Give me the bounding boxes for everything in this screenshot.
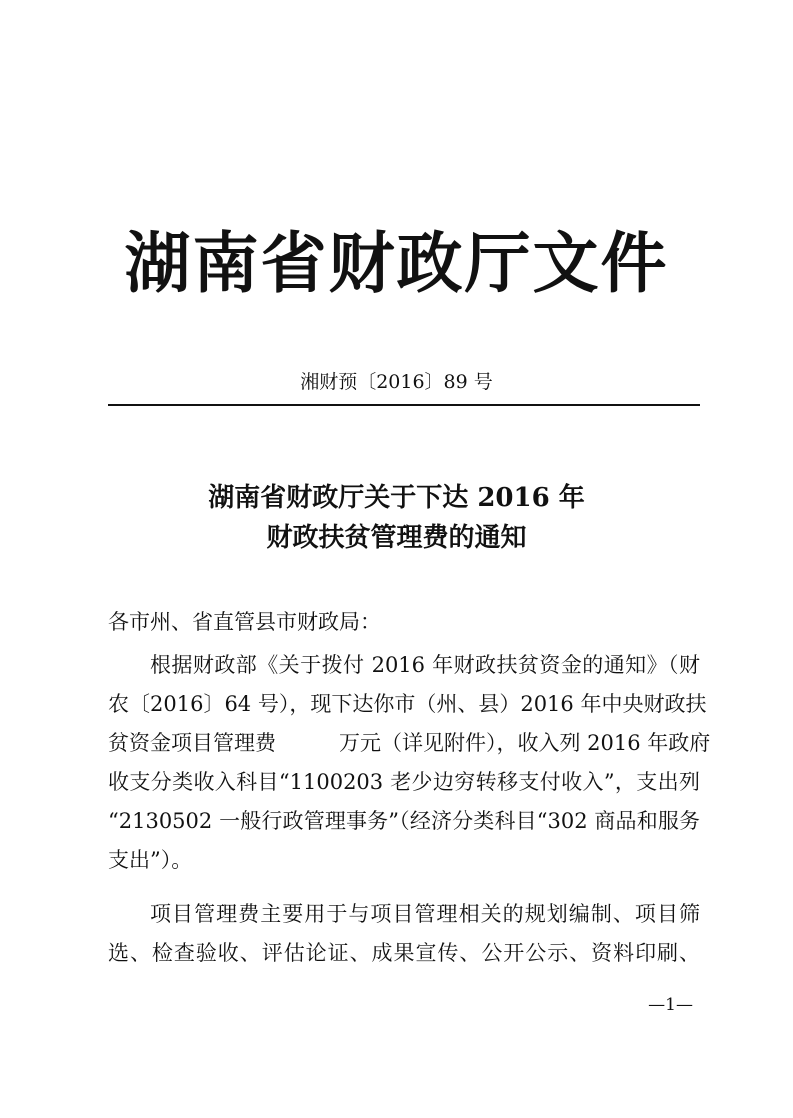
paragraph-1-line: 支出”）。 [108, 848, 193, 872]
salutation: 各市州、省直管县市财政局： [108, 610, 381, 634]
paragraph-2-line: 项目管理费主要用于与项目管理相关的规划编制、项目筛 [150, 902, 700, 926]
paragraph-1-line: 农〔2016〕64 号），现下达你市（州、县）2016 年中央财政扶 [108, 692, 707, 716]
body-text [108, 646, 711, 973]
document-header-title: 湖南省财政厅文件 [124, 224, 669, 302]
header-divider [108, 404, 700, 406]
notice-title-line-2: 财政扶贫管理费的通知 [266, 523, 527, 553]
page-number: —1— [648, 995, 693, 1015]
paragraph-1-line: 贫资金项目管理费 万元（详见附件），收入列 2016 年政府 [108, 731, 711, 755]
notice-title-line-1: 湖南省财政厅关于下达 2016 年 [208, 483, 585, 513]
paragraph-1-line: 根据财政部《关于拨付 2016 年财政扶贫资金的通知》（财 [150, 653, 700, 677]
document-number: 湘财预〔2016〕89 号 [300, 371, 493, 393]
paragraph-1-line: 收支分类收入科目“1100203 老少边穷转移支付收入”，支出列 [108, 770, 700, 794]
paragraph-2-line: 选、检查验收、评估论证、成果宣传、公开公示、资料印刷、 [108, 941, 700, 965]
notice-title [0, 478, 793, 558]
paragraph-1-line: “2130502 一般行政管理事务”（经济分类科目“302 商品和服务 [108, 809, 700, 833]
